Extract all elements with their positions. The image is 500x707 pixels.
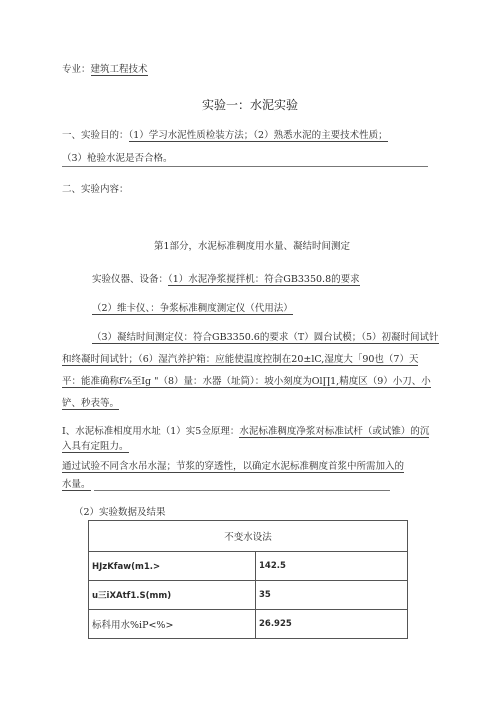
major-label: 专业： [62, 64, 91, 75]
table-row [89, 581, 408, 610]
instruments-label: 实验仪器、设备： [92, 274, 169, 285]
content-label: 二、实验内容： [62, 184, 129, 195]
principle-line-4 [62, 478, 91, 491]
page-title: 实验一：水泥实验 [201, 98, 298, 112]
table-row [89, 610, 408, 639]
row-label-text: u三iXAtf1.S(mm) [92, 591, 172, 601]
instruments-text-4: 和终凝时间试针；（6）湿汽养护箱：应能使温度控制在20±lC,湿度大「90也（7）天 [62, 354, 419, 365]
results-table [88, 520, 408, 639]
major-line [62, 63, 148, 76]
principle-text-3: 通过试验不同含水吊水湿；节浆的穿透性，以确定水泥标准稠度首浆中所需加入的 [62, 461, 405, 472]
row-label [89, 610, 256, 639]
purpose-text-2: （3）枪验水泥是否合格。 [62, 153, 173, 164]
instruments-text-1: （1）水泥净浆搅拌机：符合GB3350.8的要求 [168, 274, 360, 285]
purpose-line-2 [62, 152, 173, 165]
row-value: 35 [256, 581, 408, 610]
principle-line-1 [62, 425, 429, 438]
instruments-line-1 [92, 273, 360, 286]
principle-text-2: 入具有定阻力。 [62, 441, 129, 452]
table-header: 不变水设法 [89, 521, 408, 552]
principle-text-4: 水量。 [62, 479, 91, 490]
table-header-row [89, 521, 408, 552]
row-value: 142.5 [256, 552, 408, 581]
purpose-line-1 [62, 129, 388, 142]
instruments-line-6 [62, 397, 119, 410]
purpose-label: 一、实验目的： [62, 130, 129, 141]
instruments-line-2 [92, 302, 293, 315]
row-label-text: HJzKfaw(m1.> [92, 561, 161, 572]
instruments-line-4 [62, 353, 418, 366]
instruments-text-6: 铲、秒表等。 [62, 398, 120, 409]
major-value: 建筑工程技术 [90, 64, 148, 75]
row-value: 26.925 [256, 610, 408, 639]
principle-text-1: 水泥标准稠度净浆对标准试杆（或试锥）的沉 [239, 426, 430, 437]
part1-title: 第1部分，水泥标准稠度用水量、凝结时间测定 [154, 241, 351, 252]
row-label [89, 552, 256, 581]
purpose-underline [62, 166, 428, 167]
instruments-line-5 [62, 375, 431, 388]
instruments-text-5: 平：能准确称f⅞至Ig "（8）量：水器（址筒）：坡小刻度为Ol∏1,精度区（9）小刀、小 [62, 376, 431, 387]
purpose-text-1: （1）学习水泥性质检装方法；（2）熟悉水泥的主要技术性质； [128, 130, 388, 141]
principle-prefix: I、水泥标准相度用水址（1）实5佥原理： [62, 426, 240, 437]
instruments-text-3: （3）凝结时间测定仪：符合GB3350.6的要求（T）圆台试模；（5）初凝时间试针 [92, 332, 439, 343]
row-label-text: 标科用水%iP<%> [92, 620, 174, 631]
row-label [89, 581, 256, 610]
principle-line-2 [62, 440, 129, 453]
instruments-text-2: （2）维卡仪、：争浆标准稠度测定仪（代用法） [92, 303, 293, 314]
principle-line-3 [62, 460, 404, 473]
data-label: （2）实验数据及结果 [74, 507, 166, 518]
table-row [89, 552, 408, 581]
principle-underline [94, 490, 390, 491]
instruments-line-3 [92, 331, 439, 344]
